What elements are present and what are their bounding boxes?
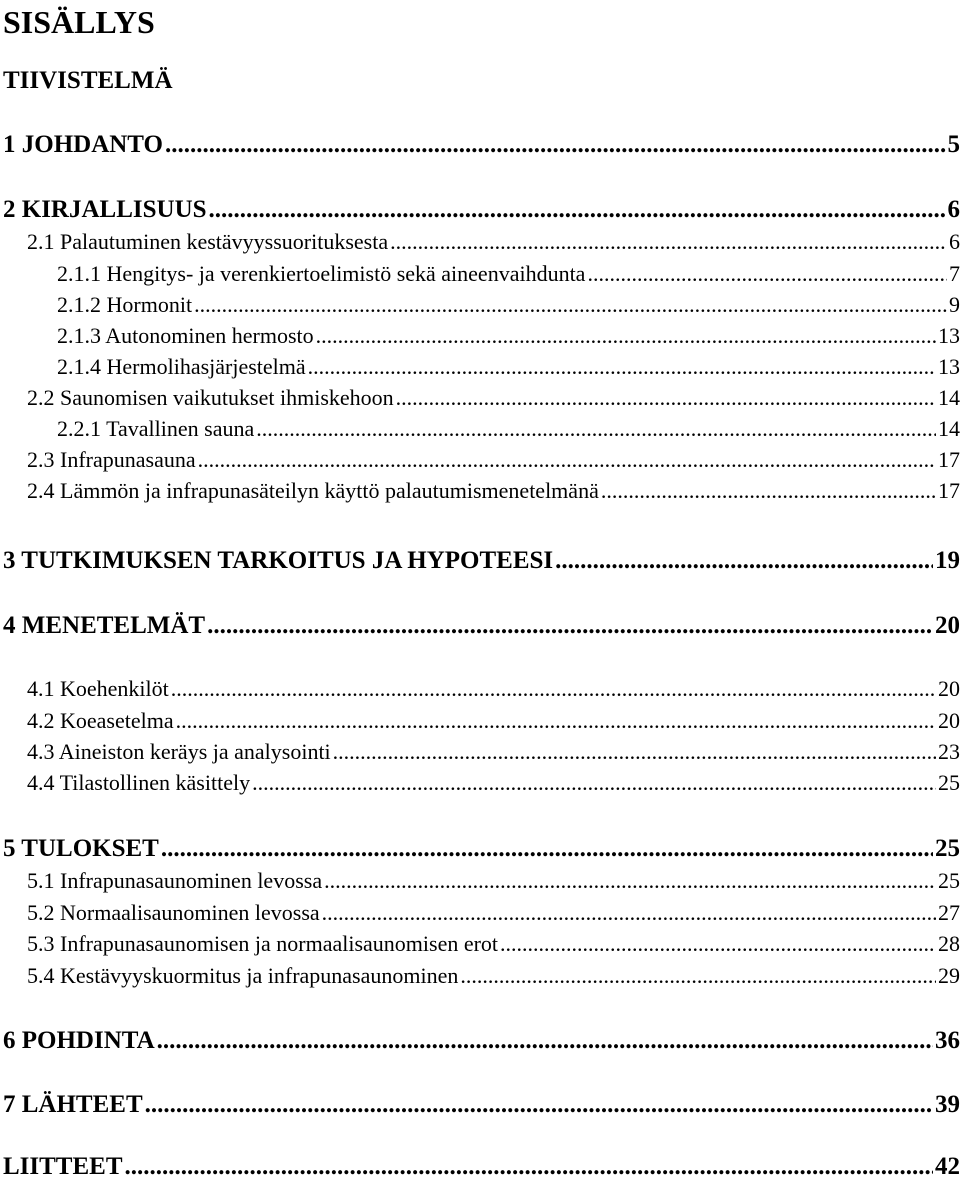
toc-entry-2-2-1[interactable] xyxy=(57,414,960,444)
toc-entry-page: 6 xyxy=(949,229,960,254)
toc-entry-page: 7 xyxy=(949,261,960,286)
toc-entry-label: 2.2 Saunomisen vaikutukset ihmiskehoon xyxy=(27,385,394,410)
toc-leader-dots xyxy=(198,445,936,475)
toc-entry-page: 13 xyxy=(938,354,960,379)
toc-leader-dots xyxy=(256,414,936,444)
toc-entry-5-3[interactable] xyxy=(27,929,960,959)
toc-leader-dots xyxy=(176,706,936,736)
toc-entry-label: 4.2 Koeasetelma xyxy=(27,708,174,733)
toc-entry-page: 6 xyxy=(947,196,960,223)
toc-entry-label: 2.1 Palautuminen kestävyyssuorituksesta xyxy=(27,229,389,254)
toc-entry-page: 27 xyxy=(938,900,960,925)
toc-entry-label: 4.1 Koehenkilöt xyxy=(27,676,169,701)
toc-entry-label: 4.3 Aineiston keräys ja analysointi xyxy=(27,739,331,764)
toc-entry-label: 1 JOHDANTO xyxy=(3,131,163,158)
toc-entry-label: 5.1 Infrapunasaunominen levossa xyxy=(27,868,323,893)
toc-leader-dots xyxy=(161,834,933,864)
toc-entry-2-3[interactable] xyxy=(27,445,960,475)
toc-leader-dots xyxy=(322,898,936,928)
toc-leader-dots xyxy=(316,321,936,351)
toc-entry-4-4[interactable] xyxy=(27,768,960,798)
toc-leader-dots xyxy=(125,1152,933,1182)
toc-entry-page: 13 xyxy=(938,323,960,348)
toc-entry-2-1[interactable] xyxy=(27,227,960,257)
toc-leader-dots xyxy=(145,1090,933,1120)
toc-entry-label: 5.3 Infrapunasaunomisen ja normaalisaunomisen erot xyxy=(27,931,499,956)
toc-entry-page: 28 xyxy=(938,931,960,956)
toc-entry-5-2[interactable] xyxy=(27,898,960,928)
toc-entry-label: 2.2.1 Tavallinen sauna xyxy=(57,416,255,441)
toc-leader-dots xyxy=(207,611,933,641)
toc-entry-label: 3 TUTKIMUKSEN TARKOITUS JA HYPOTEESI xyxy=(3,547,554,574)
toc-entry-label: 5 TULOKSET xyxy=(3,835,159,862)
toc-leader-dots xyxy=(165,130,946,160)
toc-entry-2-1-3[interactable] xyxy=(57,321,960,351)
toc-entry-2-1-1[interactable] xyxy=(57,259,960,289)
toc-entry-2-kirjallisuus[interactable] xyxy=(3,195,960,225)
toc-entry-5-4[interactable] xyxy=(27,961,960,991)
toc-entry-page: 42 xyxy=(935,1153,960,1180)
toc-entry-page: 25 xyxy=(938,868,960,893)
toc-entry-page: 36 xyxy=(935,1027,960,1054)
toc-entry-label: 2.3 Infrapunasauna xyxy=(27,447,196,472)
toc-entry-abstract[interactable]: TIIVISTELMÄ xyxy=(3,67,173,94)
toc-entry-page: 23 xyxy=(938,739,960,764)
toc-leader-dots xyxy=(555,546,933,576)
toc-leader-dots xyxy=(171,674,936,704)
toc-entry-label: LIITTEET xyxy=(3,1153,123,1180)
toc-entry-label: 2 KIRJALLISUUS xyxy=(3,196,207,223)
toc-leader-dots xyxy=(500,929,936,959)
toc-leader-dots xyxy=(194,290,947,320)
toc-entry-page: 19 xyxy=(935,547,960,574)
toc-entry-5-1[interactable] xyxy=(27,866,960,896)
toc-entry-page: 29 xyxy=(938,963,960,988)
toc-entry-label: 2.1.2 Hormonit xyxy=(57,292,193,317)
toc-entry-page: 9 xyxy=(949,292,960,317)
toc-entry-label: 5.2 Normaalisaunominen levossa xyxy=(27,900,320,925)
toc-leader-dots xyxy=(601,476,936,506)
toc-entry-page: 20 xyxy=(938,676,960,701)
toc-entry-label: 6 POHDINTA xyxy=(3,1027,155,1054)
toc-entry-page: 20 xyxy=(935,612,960,639)
page-title: SISÄLLYS xyxy=(3,4,155,40)
toc-leader-dots xyxy=(587,259,947,289)
toc-entry-label: 5.4 Kestävyyskuormitus ja infrapunasaunominen xyxy=(27,963,459,988)
toc-entry-6-pohdinta[interactable] xyxy=(3,1026,960,1056)
toc-entry-label: 2.1.1 Hengitys- ja verenkiertoelimistö sekä aineenvaihdunta xyxy=(57,261,586,286)
toc-entry-page: 17 xyxy=(938,478,960,503)
toc-entry-page: 14 xyxy=(938,416,960,441)
toc-entry-label: 2.1.3 Autonominen hermosto xyxy=(57,323,314,348)
toc-entry-3-tutkimuksen-tarkoitus[interactable] xyxy=(3,546,960,576)
toc-leader-dots xyxy=(324,866,936,896)
toc-entry-2-1-2[interactable] xyxy=(57,290,960,320)
toc-leader-dots xyxy=(460,961,936,991)
toc-entry-page: 17 xyxy=(938,447,960,472)
toc-entry-4-1[interactable] xyxy=(27,674,960,704)
toc-entry-page: 5 xyxy=(947,131,960,158)
toc-entry-label: 4 MENETELMÄT xyxy=(3,612,206,639)
toc-entry-5-tulokset[interactable] xyxy=(3,834,960,864)
toc-leader-dots xyxy=(333,737,936,767)
toc-entry-page: 39 xyxy=(935,1091,960,1118)
toc-entry-page: 25 xyxy=(938,770,960,795)
toc-leader-dots xyxy=(308,352,936,382)
toc-entry-page: 25 xyxy=(935,835,960,862)
toc-entry-4-3[interactable] xyxy=(27,737,960,767)
toc-entry-2-1-4[interactable] xyxy=(57,352,960,382)
toc-entry-2-4[interactable] xyxy=(27,476,960,506)
toc-leader-dots xyxy=(157,1026,933,1056)
toc-entry-page: 20 xyxy=(938,708,960,733)
toc-entry-7-lahteet[interactable] xyxy=(3,1090,960,1120)
toc-entry-label: 2.4 Lämmön ja infrapunasäteilyn käyttö palautumismenetelmänä xyxy=(27,478,599,503)
toc-entry-2-2[interactable] xyxy=(27,383,960,413)
toc-entry-label: 4.4 Tilastollinen käsittely xyxy=(27,770,251,795)
toc-entry-4-2[interactable] xyxy=(27,706,960,736)
toc-leader-dots xyxy=(209,195,946,225)
toc-leader-dots xyxy=(390,227,947,257)
toc-entry-page: 14 xyxy=(938,385,960,410)
toc-entry-label: 2.1.4 Hermolihasjärjestelmä xyxy=(57,354,306,379)
toc-entry-liitteet[interactable] xyxy=(3,1152,960,1182)
toc-leader-dots xyxy=(252,768,936,798)
toc-entry-label: 7 LÄHTEET xyxy=(3,1091,143,1118)
toc-entry-1-johdanto[interactable] xyxy=(3,130,960,160)
toc-leader-dots xyxy=(396,383,936,413)
toc-entry-4-menetelmat[interactable] xyxy=(3,611,960,641)
